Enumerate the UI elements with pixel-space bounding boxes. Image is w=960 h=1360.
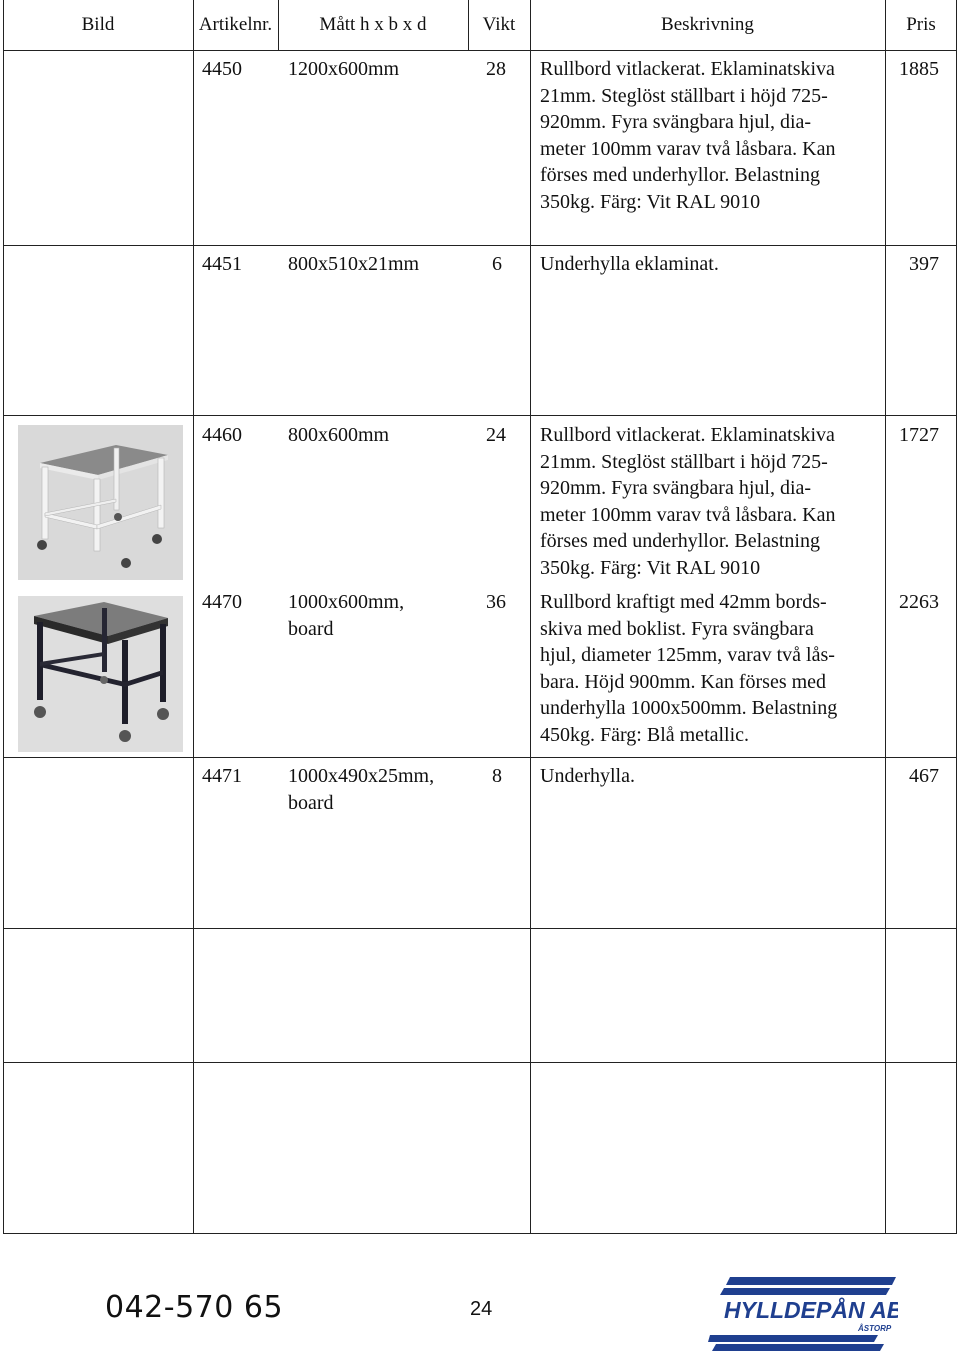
company-logo: [708, 1275, 898, 1355]
row-artikelnr: 4471: [202, 765, 242, 787]
row-description: Underhylla eklaminat.: [540, 253, 719, 275]
row-weight: 8: [492, 765, 502, 787]
row-price: 467: [909, 765, 939, 787]
header-divider: [3, 50, 957, 51]
header-vikt: Vikt: [482, 14, 516, 35]
row-dimension: 1000x600mm, board: [288, 591, 405, 640]
logo-text: HYLLDEPÅN AB: [724, 1297, 898, 1323]
page-number: 24: [470, 1298, 493, 1320]
col-divider-vikt: [530, 0, 531, 1234]
product-photo-blue-table: [18, 596, 183, 752]
row-artikelnr: 4470: [202, 591, 242, 613]
row-weight: 28: [486, 58, 506, 80]
row-divider: [3, 757, 957, 758]
row-price: 1885: [899, 58, 939, 80]
header-matt: Mått h x b x d: [319, 14, 427, 35]
row-artikelnr: 4451: [202, 253, 242, 275]
col-divider-matt: [468, 0, 469, 50]
row-description: Underhylla.: [540, 765, 635, 787]
col-divider-artikel: [278, 0, 279, 50]
logo-subtext: ÅSTORP: [858, 1324, 892, 1333]
product-photo-white-table: [18, 425, 183, 580]
row-description: Rullbord vitlackerat. Eklaminatskiva 21mm. Steglöst ställbart i höjd 725- 920mm. Fyra svängbara hjul, dia- meter 100mm varav två låsbara. Kan förses med underhyllor. Belastning 350kg. Färg: Vit RAL 9010: [540, 424, 836, 579]
row-dimension: 800x510x21mm: [288, 253, 420, 275]
col-divider-pris: [885, 0, 886, 1234]
row-dimension: 1200x600mm: [288, 58, 400, 80]
header-bild: Bild: [81, 14, 115, 35]
row-price: 397: [909, 253, 939, 275]
row-description: Rullbord vitlackerat. Eklaminatskiva 21mm. Steglöst ställbart i höjd 725- 920mm. Fyra svängbara hjul, dia- meter 100mm varav två låsbara. Kan förses med underhyllor. Belastning 350kg. Färg: Vit RAL 9010: [540, 58, 836, 213]
col-divider-bild: [193, 0, 194, 1234]
header-pris: Pris: [906, 14, 936, 35]
row-divider: [3, 1062, 957, 1063]
row-divider: [3, 928, 957, 929]
row-dimension: 1000x490x25mm, board: [288, 765, 435, 814]
row-dimension: 800x600mm: [288, 424, 390, 446]
row-price: 1727: [899, 424, 939, 446]
header-beskrivning: Beskrivning: [661, 14, 754, 35]
row-divider: [3, 415, 957, 416]
row-description: Rullbord kraftigt med 42mm bords- skiva med boklist. Fyra svängbara hjul, diameter 125mm, varav två lås- bara. Höjd 900mm. Kan förses med underhylla 1000x500mm. Belastning 450kg. Färg: Blå metallic.: [540, 591, 838, 746]
row-price: 2263: [899, 591, 939, 613]
header-artikelnr: Artikelnr.: [198, 14, 273, 35]
footer-phone: 042-570 65: [105, 1290, 284, 1325]
row-weight: 24: [486, 424, 506, 446]
row-weight: 6: [492, 253, 502, 275]
row-divider: [3, 245, 957, 246]
row-weight: 36: [486, 591, 506, 613]
row-artikelnr: 4450: [202, 58, 242, 80]
row-artikelnr: 4460: [202, 424, 242, 446]
